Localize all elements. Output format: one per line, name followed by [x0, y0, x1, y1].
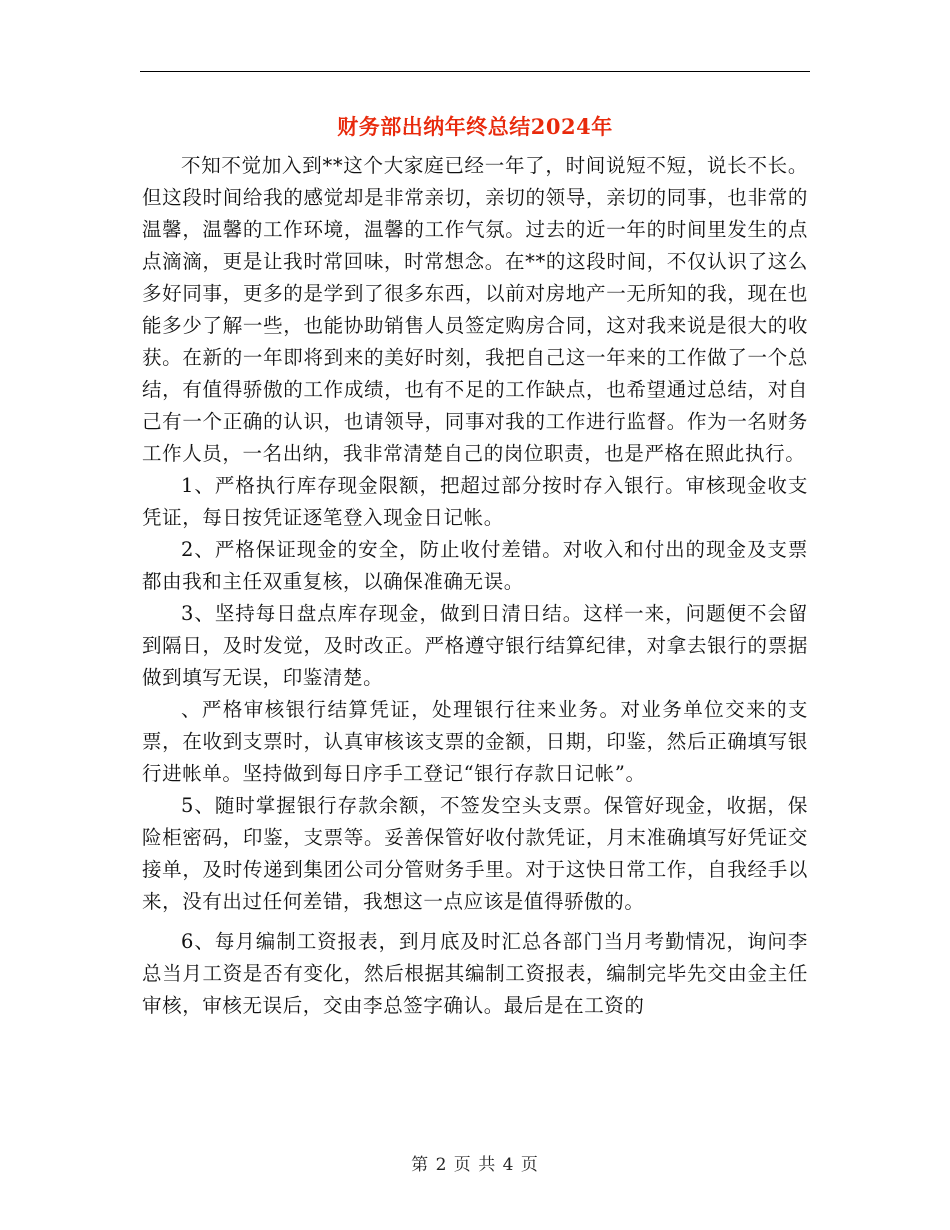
- paragraph-item-5: 5、随时掌握银行存款余额，不签发空头支票。保管好现金，收据，保险柜密码，印鉴，支票等。妥善保管好收付款凭证，月末准确填写好凭证交接单，及时传递到集团公司分管财务手里。对于这快日常工作，自我经手以来，没有出过任何差错，我想这一点应该是值得骄傲的。: [142, 794, 808, 913]
- header-rule: [140, 71, 810, 72]
- paragraph-item-3: 3、坚持每日盘点库存现金，做到日清日结。这样一来，问题便不会留到隔日，及时发觉，及时改正。严格遵守银行结算纪律，对拿去银行的票据做到填写无误，印鉴清楚。: [142, 602, 808, 689]
- paragraph-item-4: 、严格审核银行结算凭证，处理银行往来业务。对业务单位交来的支票，在收到支票时，认真审核该支票的金额，日期，印鉴，然后正确填写银行进帐单。坚持做到每日序手工登记“银行存款日记帐”。: [142, 698, 808, 785]
- paragraph-item-2: 2、严格保证现金的安全，防止收付差错。对收入和付出的现金及支票都由我和主任双重复核，以确保准确无误。: [142, 538, 808, 593]
- paragraph-intro: 不知不觉加入到**这个大家庭已经一年了，时间说短不短，说长不长。但这段时间给我的感觉却是非常亲切，亲切的领导，亲切的同事，也非常的温馨，温馨的工作环境，温馨的工作气氛。过去的近一年的时间里发生的点点滴滴，更是让我时常回味，时常想念。在**的这段时间，不仅认识了这么多好同事，更多的是学到了很多东西，以前对房地产一无所知的我，现在也能多少了解一些，也能协助销售人员签定购房合同，这对我来说是很大的收获。在新的一年即将到来的美好时刻，我把自己这一年来的工作做了一个总结，有值得骄傲的工作成绩，也有不足的工作缺点，也希望通过总结，对自己有一个正确的认识，也请领导，同事对我的工作进行监督。作为一名财务工作人员，一名出纳，我非常清楚自己的岗位职责，也是严格在照此执行。: [142, 154, 808, 465]
- document-body: [142, 150, 808, 1022]
- paragraph-item-1: 1、严格执行库存现金限额，把超过部分按时存入银行。审核现金收支凭证，每日按凭证逐笔登入现金日记帐。: [142, 474, 808, 529]
- paragraph-item-6: 6、每月编制工资报表，到月底及时汇总各部门当月考勤情况，询问李总当月工资是否有变化，然后根据其编制工资报表，编制完毕先交由金主任审核，审核无误后，交由李总签字确认。最后是在工资的: [142, 930, 808, 1017]
- document-title: 财务部出纳年终总结2024年: [337, 114, 613, 139]
- page-number-footer: 第 2 页 共 4 页: [411, 1155, 539, 1175]
